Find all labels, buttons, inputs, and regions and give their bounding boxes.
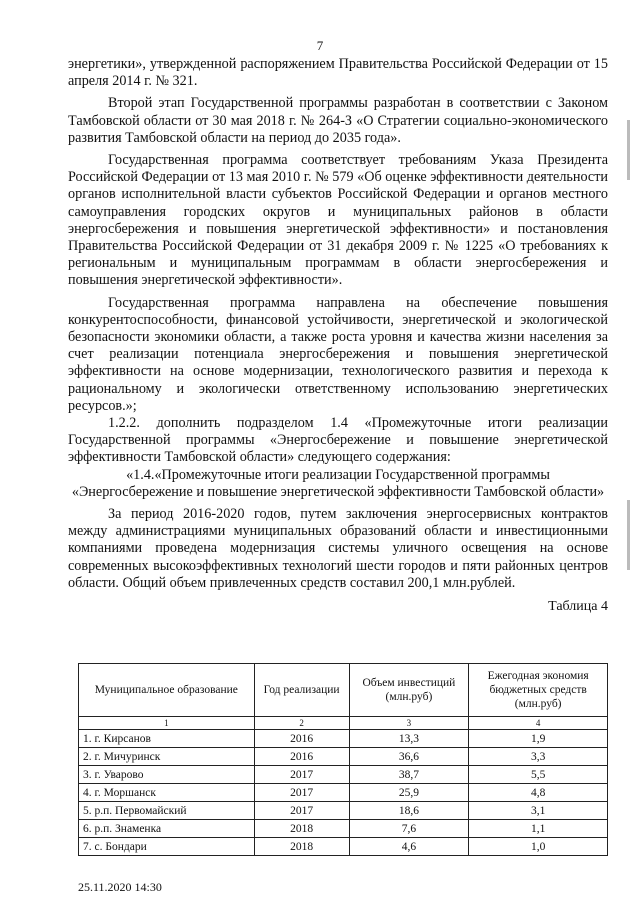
cell-year: 2017 xyxy=(254,766,349,784)
cell-municipality: 2. г. Мичуринск xyxy=(79,748,255,766)
cell-year: 2017 xyxy=(254,784,349,802)
cell-year: 2017 xyxy=(254,802,349,820)
table-row xyxy=(79,838,608,856)
cell-municipality: 1. г. Кирсанов xyxy=(79,730,255,748)
column-number: 1 xyxy=(79,717,255,730)
paragraph-goals: Государственная программа направлена на обеспечение повышения конкурентоспособности, финансовой устойчивости, энергетической и экологической безопасности экономики области, а также роста уровня и качества жизни населения за счет реализации потенциала энергосбережения и повышения энергетической эффективности на основе модернизации, технологического развития и перехода к рациональному и экологически ответственному использованию энергетических ресурсов.»; xyxy=(68,294,608,414)
header-savings: Ежегодная экономия бюджетных средств (млн.руб) xyxy=(469,664,608,717)
cell-municipality: 4. г. Моршанск xyxy=(79,784,255,802)
table-header-row xyxy=(79,664,608,717)
cell-municipality: 7. с. Бондари xyxy=(79,838,255,856)
cell-investment: 4,6 xyxy=(349,838,469,856)
paragraph-compliance: Государственная программа соответствует требованиям Указа Президента Российской Федерации от 13 мая 2010 г. № 579 «Об оценке эффективности деятельности органов исполнительной власти субъектов Российской Федерации и органов местного самоуправления городских округов и муниципальных районов в области энергосбережения и повышения энергетической эффективности» и постановления Правительства Российской Федерации от 31 декабря 2009 г. № 1225 «О требованиях к региональным и муниципальным программам в области энергосбережения и повышения энергетической эффективности». xyxy=(68,152,608,289)
header-municipality: Муниципальное образование xyxy=(79,664,255,717)
cell-year: 2018 xyxy=(254,838,349,856)
paragraph-continuation: энергетики», утвержденной распоряжением Правительства Российской Федерации от 15 апреля 2014 г. № 321. xyxy=(68,56,608,90)
footer-timestamp: 25.11.2020 14:30 xyxy=(78,880,162,894)
cell-year: 2016 xyxy=(254,730,349,748)
section-heading: «1.4.«Промежуточные итоги реализации Государственной программы «Энергосбережение и повышение энергетической эффективности Тамбовской области» xyxy=(71,466,605,500)
page-number: 7 xyxy=(316,38,324,53)
table-row xyxy=(79,766,608,784)
cell-investment: 18,6 xyxy=(349,802,469,820)
cell-savings: 1,1 xyxy=(469,820,608,838)
cell-investment: 25,9 xyxy=(349,784,469,802)
column-number: 4 xyxy=(469,717,608,730)
table-row xyxy=(79,748,608,766)
cell-savings: 1,0 xyxy=(469,838,608,856)
cell-investment: 36,6 xyxy=(349,748,469,766)
cell-year: 2018 xyxy=(254,820,349,838)
cell-investment: 13,3 xyxy=(349,730,469,748)
cell-savings: 5,5 xyxy=(469,766,608,784)
paragraph-second-stage: Второй этап Государственной программы разработан в соответствии с Законом Тамбовской области от 30 мая 2018 г. № 264-З «О Стратегии социально-экономического развития Тамбовской области на период до 2035 года». xyxy=(68,95,608,146)
header-year: Год реализации xyxy=(254,664,349,717)
cell-savings: 3,3 xyxy=(469,748,608,766)
table-row xyxy=(79,784,608,802)
table-caption: Таблица 4 xyxy=(548,599,608,615)
cell-savings: 4,8 xyxy=(469,784,608,802)
table-column-number-row xyxy=(79,717,608,730)
cell-investment: 7,6 xyxy=(349,820,469,838)
cell-municipality: 3. г. Уварово xyxy=(79,766,255,784)
table-row xyxy=(79,802,608,820)
margin-mark xyxy=(627,500,630,570)
paragraph-summary: За период 2016-2020 годов, путем заключения энергосервисных контрактов между администрациями муниципальных образований области и инвестиционными компаниями проведена модернизация системы уличного освещения на основе современных высокоэффективных технологий шести городов и пяти районных центров области. Общий объем привлеченных средств составил 200,1 млн.рублей. xyxy=(68,506,608,591)
column-number: 3 xyxy=(349,717,469,730)
cell-municipality: 5. р.п. Первомайский xyxy=(79,802,255,820)
cell-savings: 3,1 xyxy=(469,802,608,820)
cell-savings: 1,9 xyxy=(469,730,608,748)
cell-investment: 38,7 xyxy=(349,766,469,784)
column-number: 2 xyxy=(254,717,349,730)
cell-municipality: 6. р.п. Знаменка xyxy=(79,820,255,838)
cell-year: 2016 xyxy=(254,748,349,766)
results-table xyxy=(78,663,608,856)
table-row xyxy=(79,820,608,838)
table-row xyxy=(79,730,608,748)
paragraph-amendment: 1.2.2. дополнить подразделом 1.4 «Промежуточные итоги реализации Государственной программы «Энергосбережение и повышение энергетической эффективности Тамбовской области» следующего содержания: xyxy=(68,415,608,466)
document-body xyxy=(68,56,608,615)
header-investment: Объем инвестиций (млн.руб) xyxy=(349,664,469,717)
margin-mark xyxy=(627,120,630,180)
